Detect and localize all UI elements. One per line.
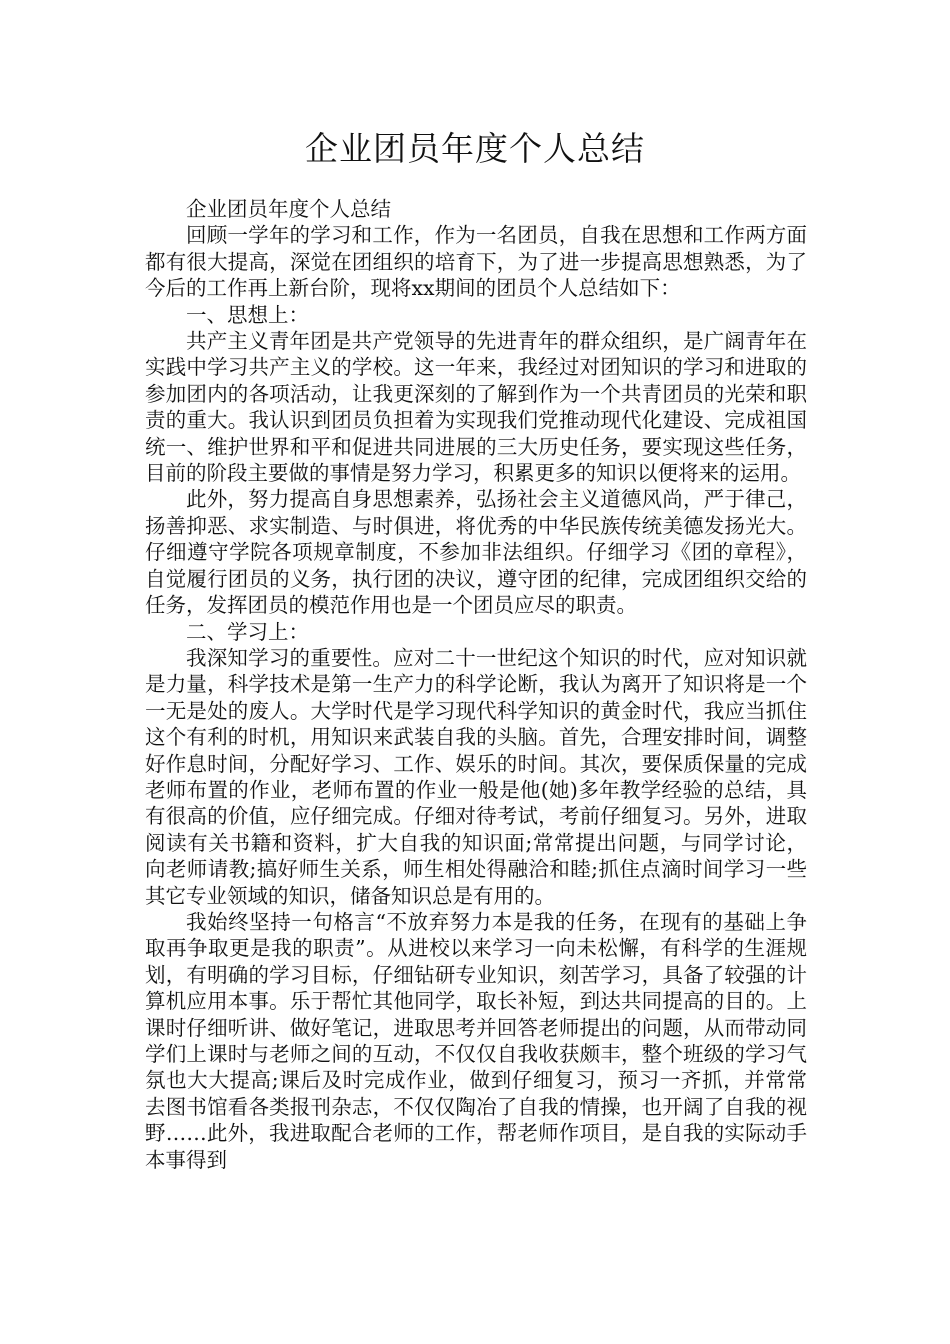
document-title: 企业团员年度个人总结 <box>305 129 645 168</box>
body-paragraph: 共产主义青年团是共产党领导的先进青年的群众组织，是广阔青年在实践中学习共产主义的学校。这一年来，我经过对团知识的学习和进取的参加团内的各项活动，让我更深刻的了解到作为一个共青团员的光荣和职责的重大。我认识到团员负担着为实现我们党推动现代化建设、完成祖国统一、维护世界和平和促进共同进展的三大历史任务，要实现这些任务，目前的阶段主要做的事情是努力学习，积累更多的知识以便将来的运用。 <box>145 329 807 486</box>
section-heading: 一、思想上： <box>186 302 309 327</box>
body-paragraph: 我深知学习的重要性。应对二十一世纪这个知识的时代，应对知识就是力量，科学技术是第一生产力的科学论断，我认为离开了知识将是一个一无是处的废人。大学时代是学习现代科学知识的黄金时代，我应当抓住这个有利的时机，用知识来武装自我的头脑。首先，合理安排时间，调整好作息时间，分配好学习、工作、娱乐的时间。其次，要保质保量的完成老师布置的作业，老师布置的作业一般是他(她)多年教学经验的总结，具有很高的价值，应仔细完成。仔细对待考试，考前仔细复习。另外，进取阅读有关书籍和资料，扩大自我的知识面;常常提出问题，与同学讨论，向老师请教;搞好师生关系，师生相处得融洽和睦;抓住点滴时间学习一些其它专业领域的知识，储备知识总是有用的。 <box>145 645 807 908</box>
body-paragraph: 我始终坚持一句格言“不放弃努力本是我的任务，在现有的基础上争取再争取更是我的职责”。从进校以来学习一向未松懈，有科学的生涯规划，有明确的学习目标，仔细钻研专业知识，刻苦学习，具备了较强的计算机应用本事。乐于帮忙其他同学，取长补短，到达共同提高的目的。上课时仔细听讲、做好笔记，进取思考并回答老师提出的问题，从而带动同学们上课时与老师之间的互动，不仅仅自我收获颇丰，整个班级的学习气氛也大大提高;课后及时完成作业，做到仔细复习，预习一齐抓，并常常去图书馆看各类报刊杂志，不仅仅陶冶了自我的情操，也开阔了自我的视野……此外，我进取配合老师的工作，帮老师作项目，是自我的实际动手本事得到 <box>145 909 807 1172</box>
document-body <box>145 196 807 1173</box>
section-heading: 二、学习上： <box>186 619 309 644</box>
body-paragraph: 企业团员年度个人总结 <box>186 197 391 221</box>
body-paragraph: 回顾一学年的学习和工作，作为一名团员，自我在思想和工作两方面都有很大提高，深觉在团组织的培育下，为了进一步提高思想熟悉，为了今后的工作再上新台阶，现将xx期间的团员个人总结如下： <box>145 223 807 301</box>
body-paragraph: 此外，努力提高自身思想素养，弘扬社会主义道德风尚，严于律己，扬善抑恶、求实制造、与时俱进，将优秀的中华民族传统美德发扬光大。仔细遵守学院各项规章制度，不参加非法组织。仔细学习《团的章程》，自觉履行团员的义务，执行团的决议，遵守团的纪律，完成团组织交给的任务，发挥团员的模范作用也是一个团员应尽的职责。 <box>145 487 807 618</box>
